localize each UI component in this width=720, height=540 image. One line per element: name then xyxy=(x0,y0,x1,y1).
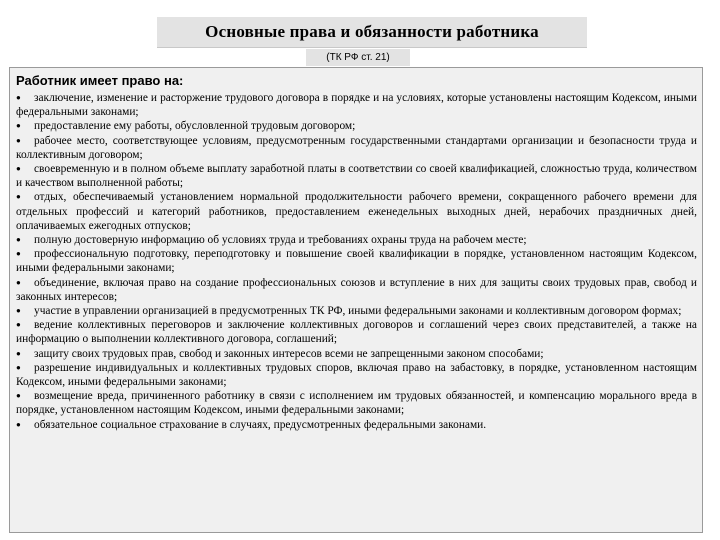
list-item xyxy=(16,276,697,304)
rights-panel xyxy=(9,67,703,533)
bullet-icon: ● xyxy=(16,121,21,131)
list-item xyxy=(16,233,697,247)
list-item xyxy=(16,389,697,417)
list-item-text: обязательное социальное страхование в случаях, предусмотренных федеральными законами. xyxy=(34,418,487,431)
subtitle: (ТК РФ ст. 21) xyxy=(306,49,410,66)
bullet-icon: ● xyxy=(16,391,21,401)
bullet-icon: ● xyxy=(16,419,21,429)
list-item xyxy=(16,361,697,389)
bullet-icon: ● xyxy=(16,306,21,316)
list-item xyxy=(16,162,697,190)
list-item xyxy=(16,247,697,275)
list-item xyxy=(16,134,697,162)
bullet-icon: ● xyxy=(16,277,21,287)
list-item-text: своевременную и в полном объеме выплату заработной платы в соответствии со своей квалификацией, сложностью труда, количеством и качеством выполненной работы; xyxy=(16,163,697,190)
bullet-icon: ● xyxy=(16,348,21,358)
list-item-text: ведение коллективных переговоров и заключение коллективных договоров и соглашений через своих представителей, а также на информацию о выполнении коллективного договора, соглашений; xyxy=(16,319,697,346)
list-item-text: возмещение вреда, причиненного работнику в связи с исполнением им трудовых обязанностей, и компенсацию морального вреда в порядке, установленном настоящим Кодексом, иными федеральными законами; xyxy=(16,390,697,417)
list-item-text: объединение, включая право на создание профессиональных союзов и вступление в них для защиты своих трудовых прав, свобод и законных интересов; xyxy=(16,276,697,303)
list-item-text: профессиональную подготовку, переподготовку и повышение своей квалификации в порядке, установленном настоящим Кодексом, иными федеральными законами; xyxy=(16,248,697,275)
rights-heading: Работник имеет право на: xyxy=(16,73,184,88)
list-item xyxy=(16,91,697,119)
list-item-text: защиту своих трудовых прав, свобод и законных интересов всеми не запрещенными законом способами; xyxy=(34,347,544,360)
bullet-icon: ● xyxy=(16,164,21,174)
rights-list xyxy=(16,91,697,432)
bullet-icon: ● xyxy=(16,135,21,145)
list-item-text: предоставление ему работы, обусловленной трудовым договором; xyxy=(34,120,356,133)
list-item-text: участие в управлении организацией в предусмотренных ТК РФ, иными федеральными законами и коллективным договором формах; xyxy=(34,305,682,318)
title-box xyxy=(157,17,587,48)
bullet-icon: ● xyxy=(16,93,21,102)
list-item-text: рабочее место, соответствующее условиям, предусмотренным государственными стандартами организации и безопасности труда и коллективным договором; xyxy=(16,134,697,161)
list-item xyxy=(16,318,697,346)
list-item xyxy=(16,347,697,361)
list-item xyxy=(16,418,697,432)
list-item xyxy=(16,190,697,233)
bullet-icon: ● xyxy=(16,235,21,245)
bullet-icon: ● xyxy=(16,362,21,372)
list-item xyxy=(16,119,697,133)
list-item-text: полную достоверную информацию об условиях труда и требованиях охраны труда на рабочем месте; xyxy=(34,234,527,247)
list-item-text: разрешение индивидуальных и коллективных трудовых споров, включая право на забастовку, в порядке, установленном настоящим Кодексом, иными федеральными законами; xyxy=(16,361,697,389)
bullet-icon: ● xyxy=(16,320,21,330)
bullet-icon: ● xyxy=(16,192,21,202)
bullet-icon: ● xyxy=(16,249,21,259)
list-item-text: отдых, обеспечиваемый установлением нормальной продолжительности рабочего времени, сокращенного рабочего времени для отдельных профессий и категорий работников, предоставлением еженедельных выходных дней, нерабочих праздничных дней, оплачиваемых ежегодных отпусков; xyxy=(16,191,697,232)
list-item xyxy=(16,304,697,318)
list-item-text: заключение, изменение и расторжение трудового договора в порядке и на условиях, которые установлены настоящим Кодексом, иными федеральными законами; xyxy=(16,92,697,119)
page-title: Основные права и обязанности работника xyxy=(205,22,539,41)
